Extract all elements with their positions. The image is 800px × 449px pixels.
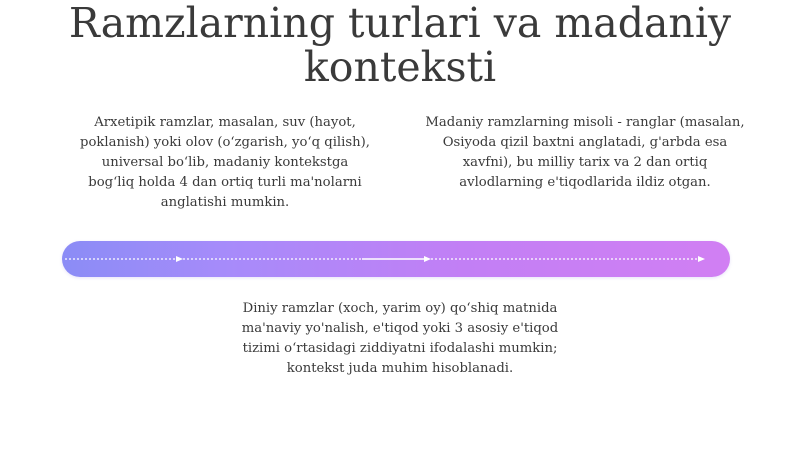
archetypal-symbols-text: Arxetipik ramzlar, masalan, suv (hayot, poklanish) yoki olov (o‘zgarish, yo‘q qilish), universal bo‘lib, madaniy kontekstga bog‘liq holda 4 dan ortiq turli ma'nolarni anglatishi mumkin.: [80, 115, 370, 210]
timeline-bar: [62, 241, 730, 277]
timeline-arrows: [62, 241, 730, 277]
religious-symbols-text: Diniy ramzlar (xoch, yarim oy) qo‘shiq matnida ma'naviy yo'nalish, e'tiqod yoki 3 asosiy e'tiqod tizimi o‘rtasidagi ziddiyatni ifodalashi mumkin; kontekst juda muhim hisoblanadi.: [241, 301, 559, 376]
arrow-right-icon: [698, 256, 705, 262]
cultural-symbols-text: Madaniy ramzlarning misoli - ranglar (masalan, Osiyoda qizil baxtni anglatadi, g'arbda esa xavfni), bu milliy tarix va 2 dan ortiq avlodlarning e'tiqodlarida ildiz otgan.: [425, 115, 745, 190]
arrow-right-icon: [176, 256, 183, 262]
slide-title: Ramzlarning turlari va madaniy konteksti: [68, 0, 732, 91]
arrow-right-icon: [424, 256, 431, 262]
